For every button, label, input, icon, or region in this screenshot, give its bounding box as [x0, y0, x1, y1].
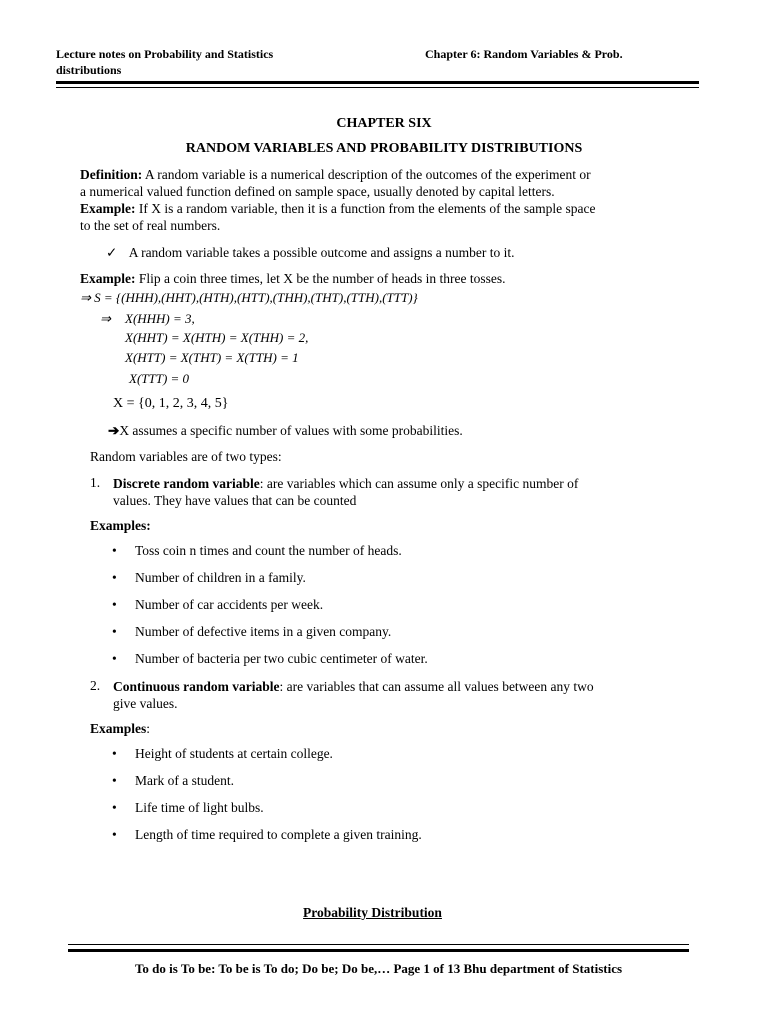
x-assumes-note [108, 423, 463, 439]
example2-text: Flip a coin three times, let X be the number of heads in three tosses. [135, 271, 506, 286]
bullet-icon: • [112, 773, 117, 788]
discrete-definition [113, 475, 655, 509]
header-chapter: Chapter 6: Random Variables & Prob. [425, 47, 623, 61]
discrete-term: Discrete random variable [113, 476, 260, 491]
footer-rule-thick [68, 949, 689, 952]
right-arrow-icon: ➔ [108, 423, 120, 438]
definition-paragraph [80, 166, 655, 234]
x-assumes-text: X assumes a specific number of values with some probabilities. [119, 423, 463, 438]
sample-space-equation: ⇒ S = {(HHH),(HHT),(HTH),(HTT),(THH),(THT),(TTH),(TTT)} [80, 290, 418, 305]
check-icon: ✓ [106, 245, 118, 260]
header-left [56, 46, 273, 78]
continuous-definition [113, 678, 655, 712]
bullet-icon: • [112, 624, 117, 639]
math-line-1: X(HHH) = 3, [125, 311, 195, 326]
bullet-icon: • [112, 800, 117, 815]
check-note [106, 245, 514, 261]
discrete-number: 1. [90, 475, 101, 490]
examples-heading-discrete: Examples: [90, 518, 151, 533]
implies-arrow: ⇒ [100, 311, 111, 326]
bullet-icon: • [112, 746, 117, 761]
bullet-icon: • [112, 827, 117, 842]
math-line-2: X(HHT) = X(HTH) = X(THH) = 2, [125, 330, 309, 345]
definition-line2: a numerical valued function defined on sample space, usually denoted by capital letters. [80, 184, 555, 199]
continuous-term: Continuous random variable [113, 679, 280, 694]
bullet-icon: • [112, 597, 117, 612]
check-note-text: A random variable takes a possible outcome and assigns a number to it. [128, 245, 515, 260]
example2 [80, 271, 506, 287]
discrete-line2: values. They have values that can be counted [113, 493, 357, 508]
examples-heading-continuous: Examples: [90, 721, 151, 736]
example1-line2: to the set of real numbers. [80, 218, 221, 233]
header-rule-thick [56, 81, 699, 84]
header-rule-thin [56, 87, 699, 88]
types-intro: Random variables are of two types: [90, 449, 282, 464]
continuous-number: 2. [90, 678, 101, 693]
bullet-icon: • [112, 543, 117, 558]
continuous-line1: : are variables that can assume all values between any two [279, 679, 594, 694]
footer-rule-thin [68, 944, 689, 945]
x-value-set: X = {0, 1, 2, 3, 4, 5} [113, 396, 229, 411]
section-heading: Probability Distribution [303, 905, 442, 920]
definition-line1: A random variable is a numerical description of the outcomes of the experiment or [142, 167, 591, 182]
example1-line1: If X is a random variable, then it is a function from the elements of the sample space [135, 201, 596, 216]
discrete-line1: : are variables which can assume only a specific number of [259, 476, 579, 491]
example1-label: Example: [80, 201, 136, 216]
footer-text: To do is To be: To be is To do; Do be; Do be,… Page 1 of 13 Bhu department of Statistics [134, 961, 623, 976]
bullet-icon: • [112, 651, 117, 666]
math-line-4: X(TTT) = 0 [129, 371, 190, 386]
definition-label: Definition: [80, 167, 143, 182]
chapter-number: CHAPTER SIX [336, 116, 432, 131]
header-title-line2: distributions [56, 63, 122, 77]
continuous-line2: give values. [113, 696, 178, 711]
bullet-icon: • [112, 570, 117, 585]
math-line-3: X(HTT) = X(THT) = X(TTH) = 1 [125, 350, 299, 365]
chapter-title: RANDOM VARIABLES AND PROBABILITY DISTRIBUTIONS [185, 141, 583, 156]
example2-label: Example: [80, 271, 136, 286]
header-title-line1: Lecture notes on Probability and Statistics [56, 47, 274, 61]
